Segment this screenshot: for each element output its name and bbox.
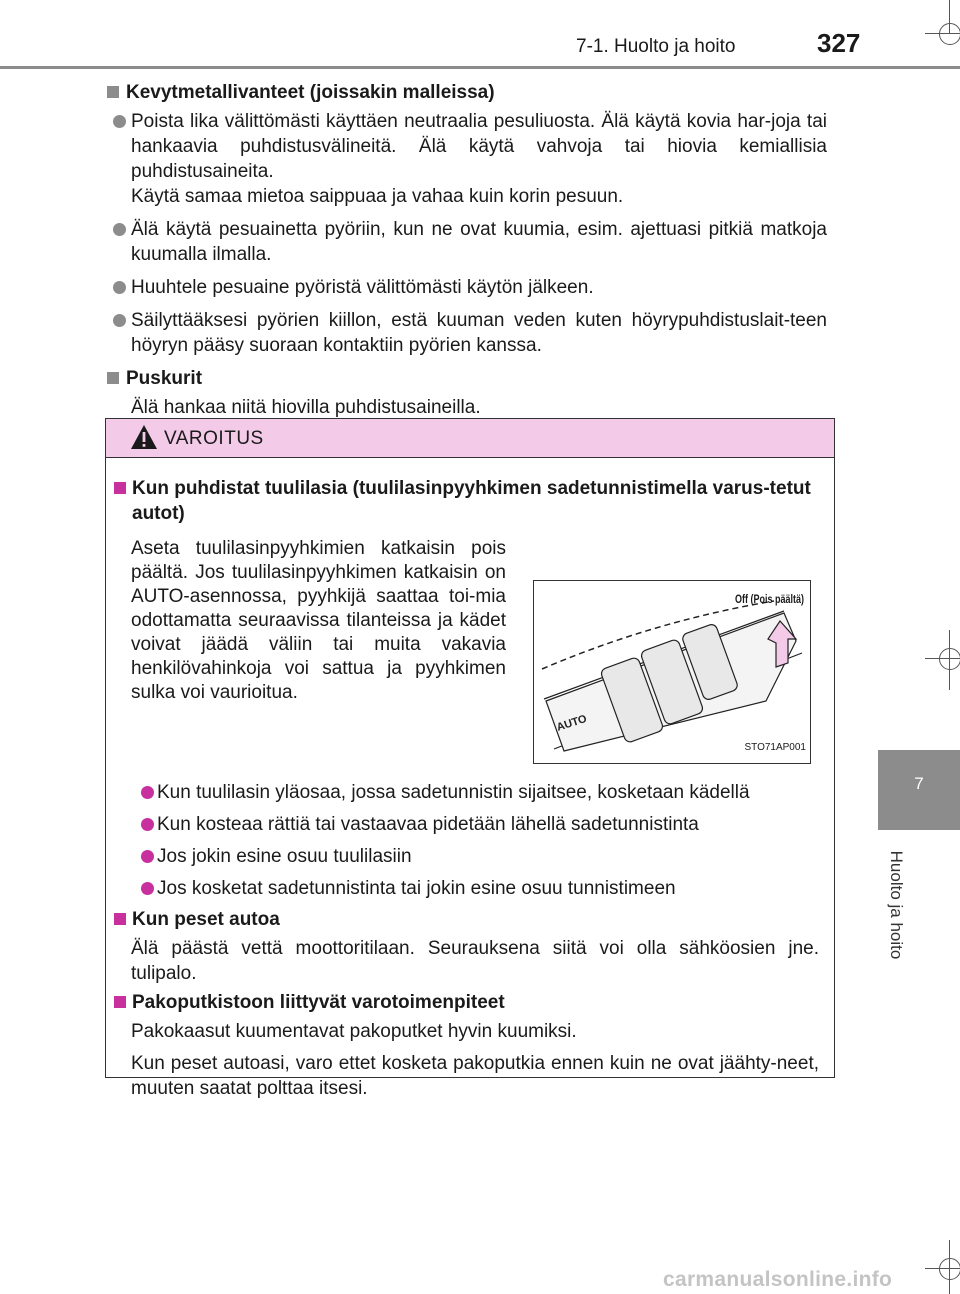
round-bullet-icon <box>113 281 126 294</box>
chapter-tab <box>878 750 960 830</box>
list-item <box>157 812 847 837</box>
paragraph: Älä päästä vettä moottoritilaan. Seurauksena siitä voi olla sähköosien jne. tulipalo. <box>131 938 819 984</box>
list-item <box>157 780 847 805</box>
section-title: 7-1. Huolto ja hoito <box>576 36 736 57</box>
round-bullet-icon <box>141 786 154 799</box>
auto-label: AUTO <box>555 712 589 734</box>
list-item-text: Käytä samaa mietoa saippuaa ja vahaa kuin korin pesuun. <box>131 186 624 207</box>
section-heading <box>107 366 827 391</box>
figure-label-off: Off (Pois päältä) <box>734 592 804 606</box>
warning-box <box>105 418 835 1099</box>
round-bullet-icon <box>113 223 126 236</box>
header-rule <box>0 66 960 69</box>
chapter-number: 7 <box>914 774 924 793</box>
square-bullet-icon <box>107 86 119 98</box>
list-item <box>107 217 827 267</box>
section-heading <box>107 80 827 105</box>
square-bullet-icon <box>114 996 126 1008</box>
crop-mark <box>939 648 960 670</box>
list-item-text: Säilyttääksesi pyörien kiillon, estä kuuman veden kuten höyrypuhdistuslait-teen höyryn pääsy suoraan kontaktiin pyörien kanssa. <box>131 310 827 356</box>
heading-text: Kun peset autoa <box>132 909 280 930</box>
heading-text: Puskurit <box>126 368 203 389</box>
warning-title: VAROITUS <box>164 428 264 449</box>
heading-text: Pakoputkistoon liittyvät varotoimenpiteet <box>132 992 505 1013</box>
list-item-text: Huuhtele pesuaine pyöristä välittömästi käytön jälkeen. <box>131 277 594 298</box>
warning-subheading <box>114 476 832 526</box>
round-bullet-icon <box>113 115 126 128</box>
heading-text: Kun puhdistat tuulilasia (tuulilasinpyyhkimen sadetunnistimella varus-tetut autot) <box>132 478 811 524</box>
paragraph: Pakokaasut kuumentavat pakoputket hyvin kuumiksi. <box>131 1021 577 1042</box>
warning-header <box>106 419 834 458</box>
list-item-text: Älä käytä pesuainetta pyöriin, kun ne ovat kuumia, esim. ajettuasi pitkiä matkoja kuumalla ilmalla. <box>131 219 827 265</box>
crop-mark <box>939 23 960 45</box>
page-number: 327 <box>817 28 861 58</box>
list-item-text: Kun tuulilasin yläosaa, jossa sadetunnistin sijaitsee, kosketaan kädellä <box>157 782 750 803</box>
paragraph: Aseta tuulilasinpyyhkimien katkaisin pois päältä. Jos tuulilasinpyyhkimen katkaisin on AUTO-asennossa, pyyhkijä saattaa toi-mia odottamatta seuraavissa tilanteissa ja kädet voivat jäädä väliin tai muita vakavia henkilövahinkoja voi sattua ja pyyhkimen sulka voi vaurioitua. <box>131 538 506 703</box>
round-bullet-icon <box>113 314 126 327</box>
square-bullet-icon <box>107 372 119 384</box>
list-item <box>157 844 847 869</box>
warning-triangle-icon <box>129 423 159 451</box>
list-item <box>107 109 827 209</box>
paragraph: Kun peset autoasi, varo ettet kosketa pakoputkia ennen kuin ne ovat jäähty-neet, muuten saatat polttaa itsesi. <box>131 1053 819 1099</box>
round-bullet-icon <box>141 882 154 895</box>
list-item <box>157 876 847 901</box>
chapter-label-text: Huolto ja hoito <box>887 850 906 960</box>
wiper-switch-illustration <box>533 580 811 764</box>
list-item-text: Kun kosteaa rättiä tai vastaavaa pidetään lähellä sadetunnistinta <box>157 814 699 835</box>
round-bullet-icon <box>141 850 154 863</box>
chapter-label <box>876 840 916 970</box>
round-bullet-icon <box>141 818 154 831</box>
warning-subheading <box>114 990 832 1015</box>
list-item-text: Jos jokin esine osuu tuulilasiin <box>157 846 412 867</box>
list-item-text: Jos kosketat sadetunnistinta tai jokin esine osuu tunnistimeen <box>157 878 676 899</box>
figure-code: STO71AP001 <box>744 742 806 753</box>
watermark: carmanualsonline.info <box>663 1268 893 1291</box>
paragraph: Älä hankaa niitä hiovilla puhdistusaineilla. <box>131 397 481 418</box>
list-item-text: Poista lika välittömästi käyttäen neutraalia pesuliuosta. Älä käytä kovia har-joja tai hankaavia puhdistusvälineitä. Älä käytä vahvoja tai hiovia kemiallisia puhdistusaineita. <box>131 111 827 182</box>
crop-mark <box>939 1258 960 1280</box>
heading-text: Kevytmetallivanteet (joissakin malleissa) <box>126 82 495 103</box>
warning-subheading <box>114 907 832 932</box>
square-bullet-icon <box>114 913 126 925</box>
main-content <box>107 80 827 420</box>
square-bullet-icon <box>114 482 126 494</box>
list-item <box>107 275 827 300</box>
list-item <box>107 308 827 358</box>
